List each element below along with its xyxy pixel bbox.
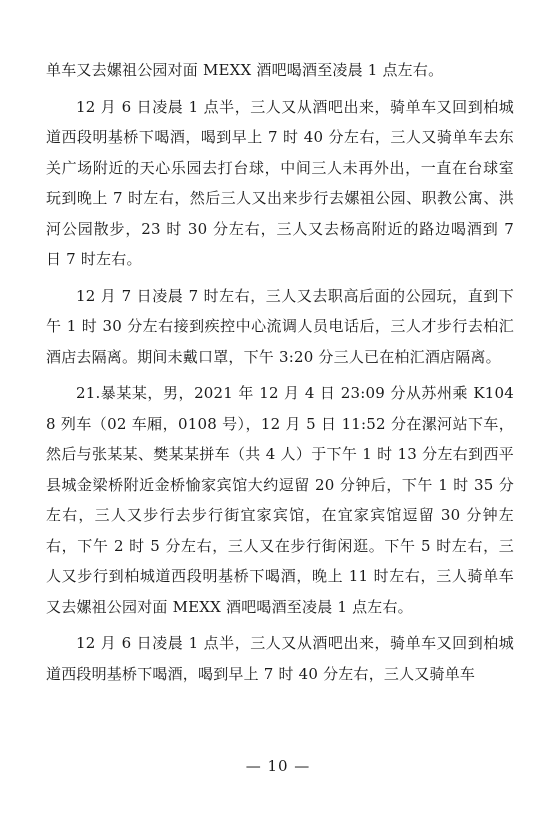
paragraph-continuation: 单车又去嫘祖公园对面 MEXX 酒吧喝酒至凌晨 1 点左右。 [46, 61, 444, 79]
paragraph: 12 月 7 日凌晨 7 时左右，三人又去职高后面的公园玩，直到下午 1 时 30 分左右接到疾控中心流调人员电话后，三人才步行去柏汇酒店去隔离。期间未戴口罩，下午 3:20 分三人已在柏汇酒店隔离。 [46, 286, 514, 366]
paragraph: 12 月 6 日凌晨 1 点半，三人又从酒吧出来，骑单车又回到柏城道西段明基桥下喝酒，喝到早上 7 时 40 分左右，三人又骑单车 [46, 634, 514, 683]
page-number: — 10 — [245, 757, 311, 775]
paragraph: 12 月 6 日凌晨 1 点半，三人又从酒吧出来，骑单车又回到柏城道西段明基桥下喝酒，喝到早上 7 时 40 分左右，三人又骑单车去东关广场附近的天心乐园去打台球，中间三人未再外出，一直在台球室玩到晚上 7 时左右，然后三人又出来步行去嫘祖公园、职教公寓、洪河公园散步，23 时 30 分左右，三人又去杨高附近的路边喝酒到 7 日 7 时左右。 [46, 97, 514, 268]
paragraph: 21.暴某某，男，2021 年 12 月 4 日 23:09 分从苏州乘 K1048 列车（02 车厢，0108 号），12 月 5 日 11:52 分在漯河站下车，然后与张某某、樊某某拼车（共 4 人）于下午 1 时 13 分左右到西平县城金梁桥附近金桥愉家宾馆大约逗留 20 分钟后，下午 1 时 35 分左右，三人又步行去步行街宜家宾馆，在宜家宾馆逗留 30 分钟左右，下午 2 时 5 分左右，三人又在步行街闲逛。下午 5 时左右，三人又步行到柏城道西段明基桥下喝酒，晚上 11 时左右，三人骑单车又去嫘祖公园对面 MEXX 酒吧喝酒至凌晨 1 点左右。 [46, 384, 514, 616]
